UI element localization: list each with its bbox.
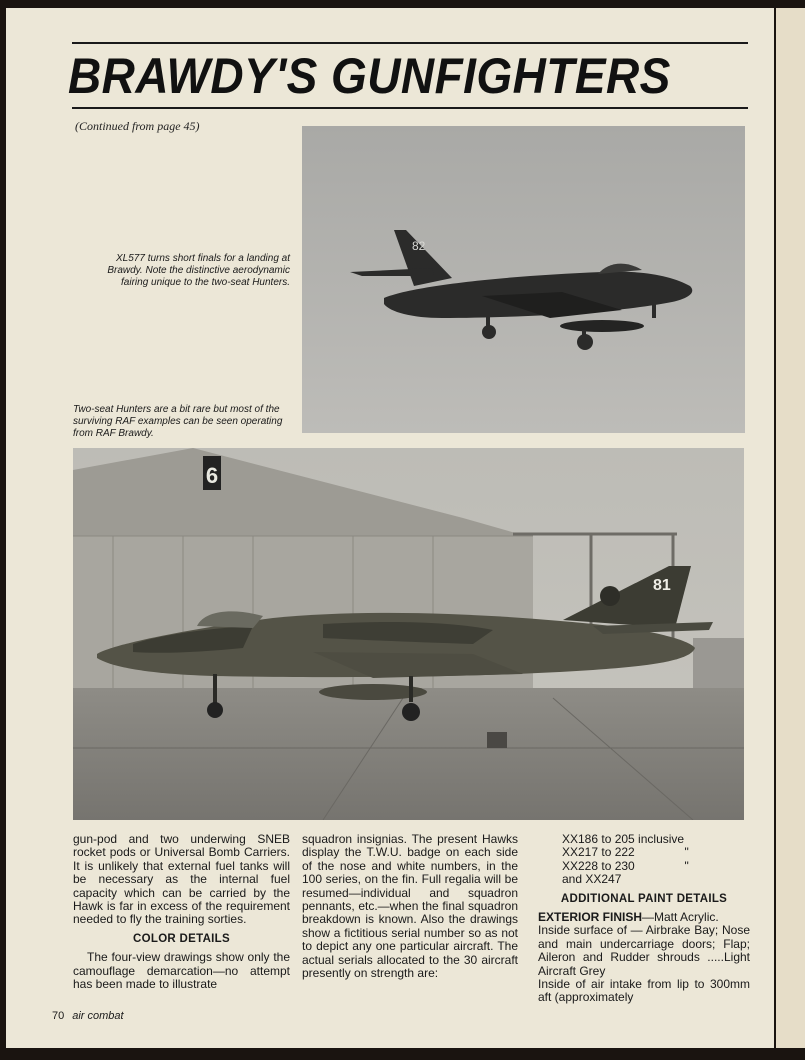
magazine-name: air combat — [72, 1010, 124, 1022]
main-tail-number: 81 — [653, 577, 671, 594]
ditto-mark-2: " — [684, 858, 689, 873]
color-details-heading: COLOR DETAILS — [133, 932, 230, 945]
additional-paint-heading: ADDITIONAL PAINT DETAILS — [560, 892, 728, 905]
hangar-number: 6 — [205, 463, 219, 488]
exterior-finish — [538, 911, 750, 924]
serial-range-3-row — [538, 860, 750, 873]
text-column-3 — [538, 833, 750, 1005]
article-title: BRAWDY'S GUNFIGHTERS — [68, 48, 671, 104]
text-column-1 — [73, 833, 290, 991]
title-top-rule — [72, 42, 748, 44]
text-column-2 — [302, 833, 518, 980]
serial-range-2-row — [538, 846, 750, 859]
inside-surface-text: Inside surface of — Airbrake Bay; Nose and main undercarriage doors; Flap; Aileron and Rudder shrouds .....Light Aircraft Grey — [538, 923, 750, 978]
caption-top-photo: XL577 turns short finals for a landing at Brawdy. Note the distinctive aerodynamic fairing unique to the two-seat Hunters. — [107, 253, 290, 288]
col1-paragraph-2: The four-view drawings show only the camouflage demarcation—no attempt has been made to illustrate — [73, 950, 290, 992]
exterior-finish-value: —Matt Acrylic. — [642, 910, 719, 925]
top-tail-number: 82 — [412, 239, 426, 253]
exterior-finish-label: EXTERIOR FINISH — [538, 910, 643, 925]
serial-range-2: XX217 to 222 — [562, 845, 635, 860]
photo-hunter-in-flight — [302, 126, 745, 433]
serial-range-4: and XX247 — [562, 872, 622, 887]
page-footer — [52, 1010, 124, 1022]
serial-range-3: XX228 to 230 — [562, 858, 635, 873]
col1-paragraph-1: gun-pod and two underwing SNEB rocket pods or Universal Bomb Carriers. It is unlikely that external fuel tanks will be necessary as the internal fuel capacity which can be carried by the Hawk is far in excess of the requirement needed to fly the training sorties. — [73, 832, 290, 927]
col2-paragraph-1: squadron insignias. The present Hawks display the T.W.U. badge on each side of the nose and white numbers, in the 100 series, on the fin. Full regalia will be resumed—individual and squadron pennants, etc.—when the final squadron breakdown is known. Also the drawings show a fictitious serial number so as not to depict any one particular aircraft. The actual serials allocated to the 30 aircraft presently on strength are: — [302, 832, 518, 981]
page-number: 70 — [52, 1010, 65, 1022]
title-bottom-rule — [72, 107, 748, 109]
caption-bottom-photo: Two-seat Hunters are a bit rare but most of the surviving RAF examples can be seen operating from RAF Brawdy. — [73, 404, 283, 439]
continued-note: (Continued from page 45) — [75, 119, 200, 133]
facing-page-edge — [776, 8, 805, 1048]
ditto-mark-1: " — [684, 845, 689, 860]
air-intake-text: Inside of air intake from lip to 300mm aft (approximately — [538, 977, 750, 1005]
photo-hunter-on-ground — [73, 448, 744, 820]
serial-range-1: XX186 to 205 inclusive — [562, 832, 685, 846]
